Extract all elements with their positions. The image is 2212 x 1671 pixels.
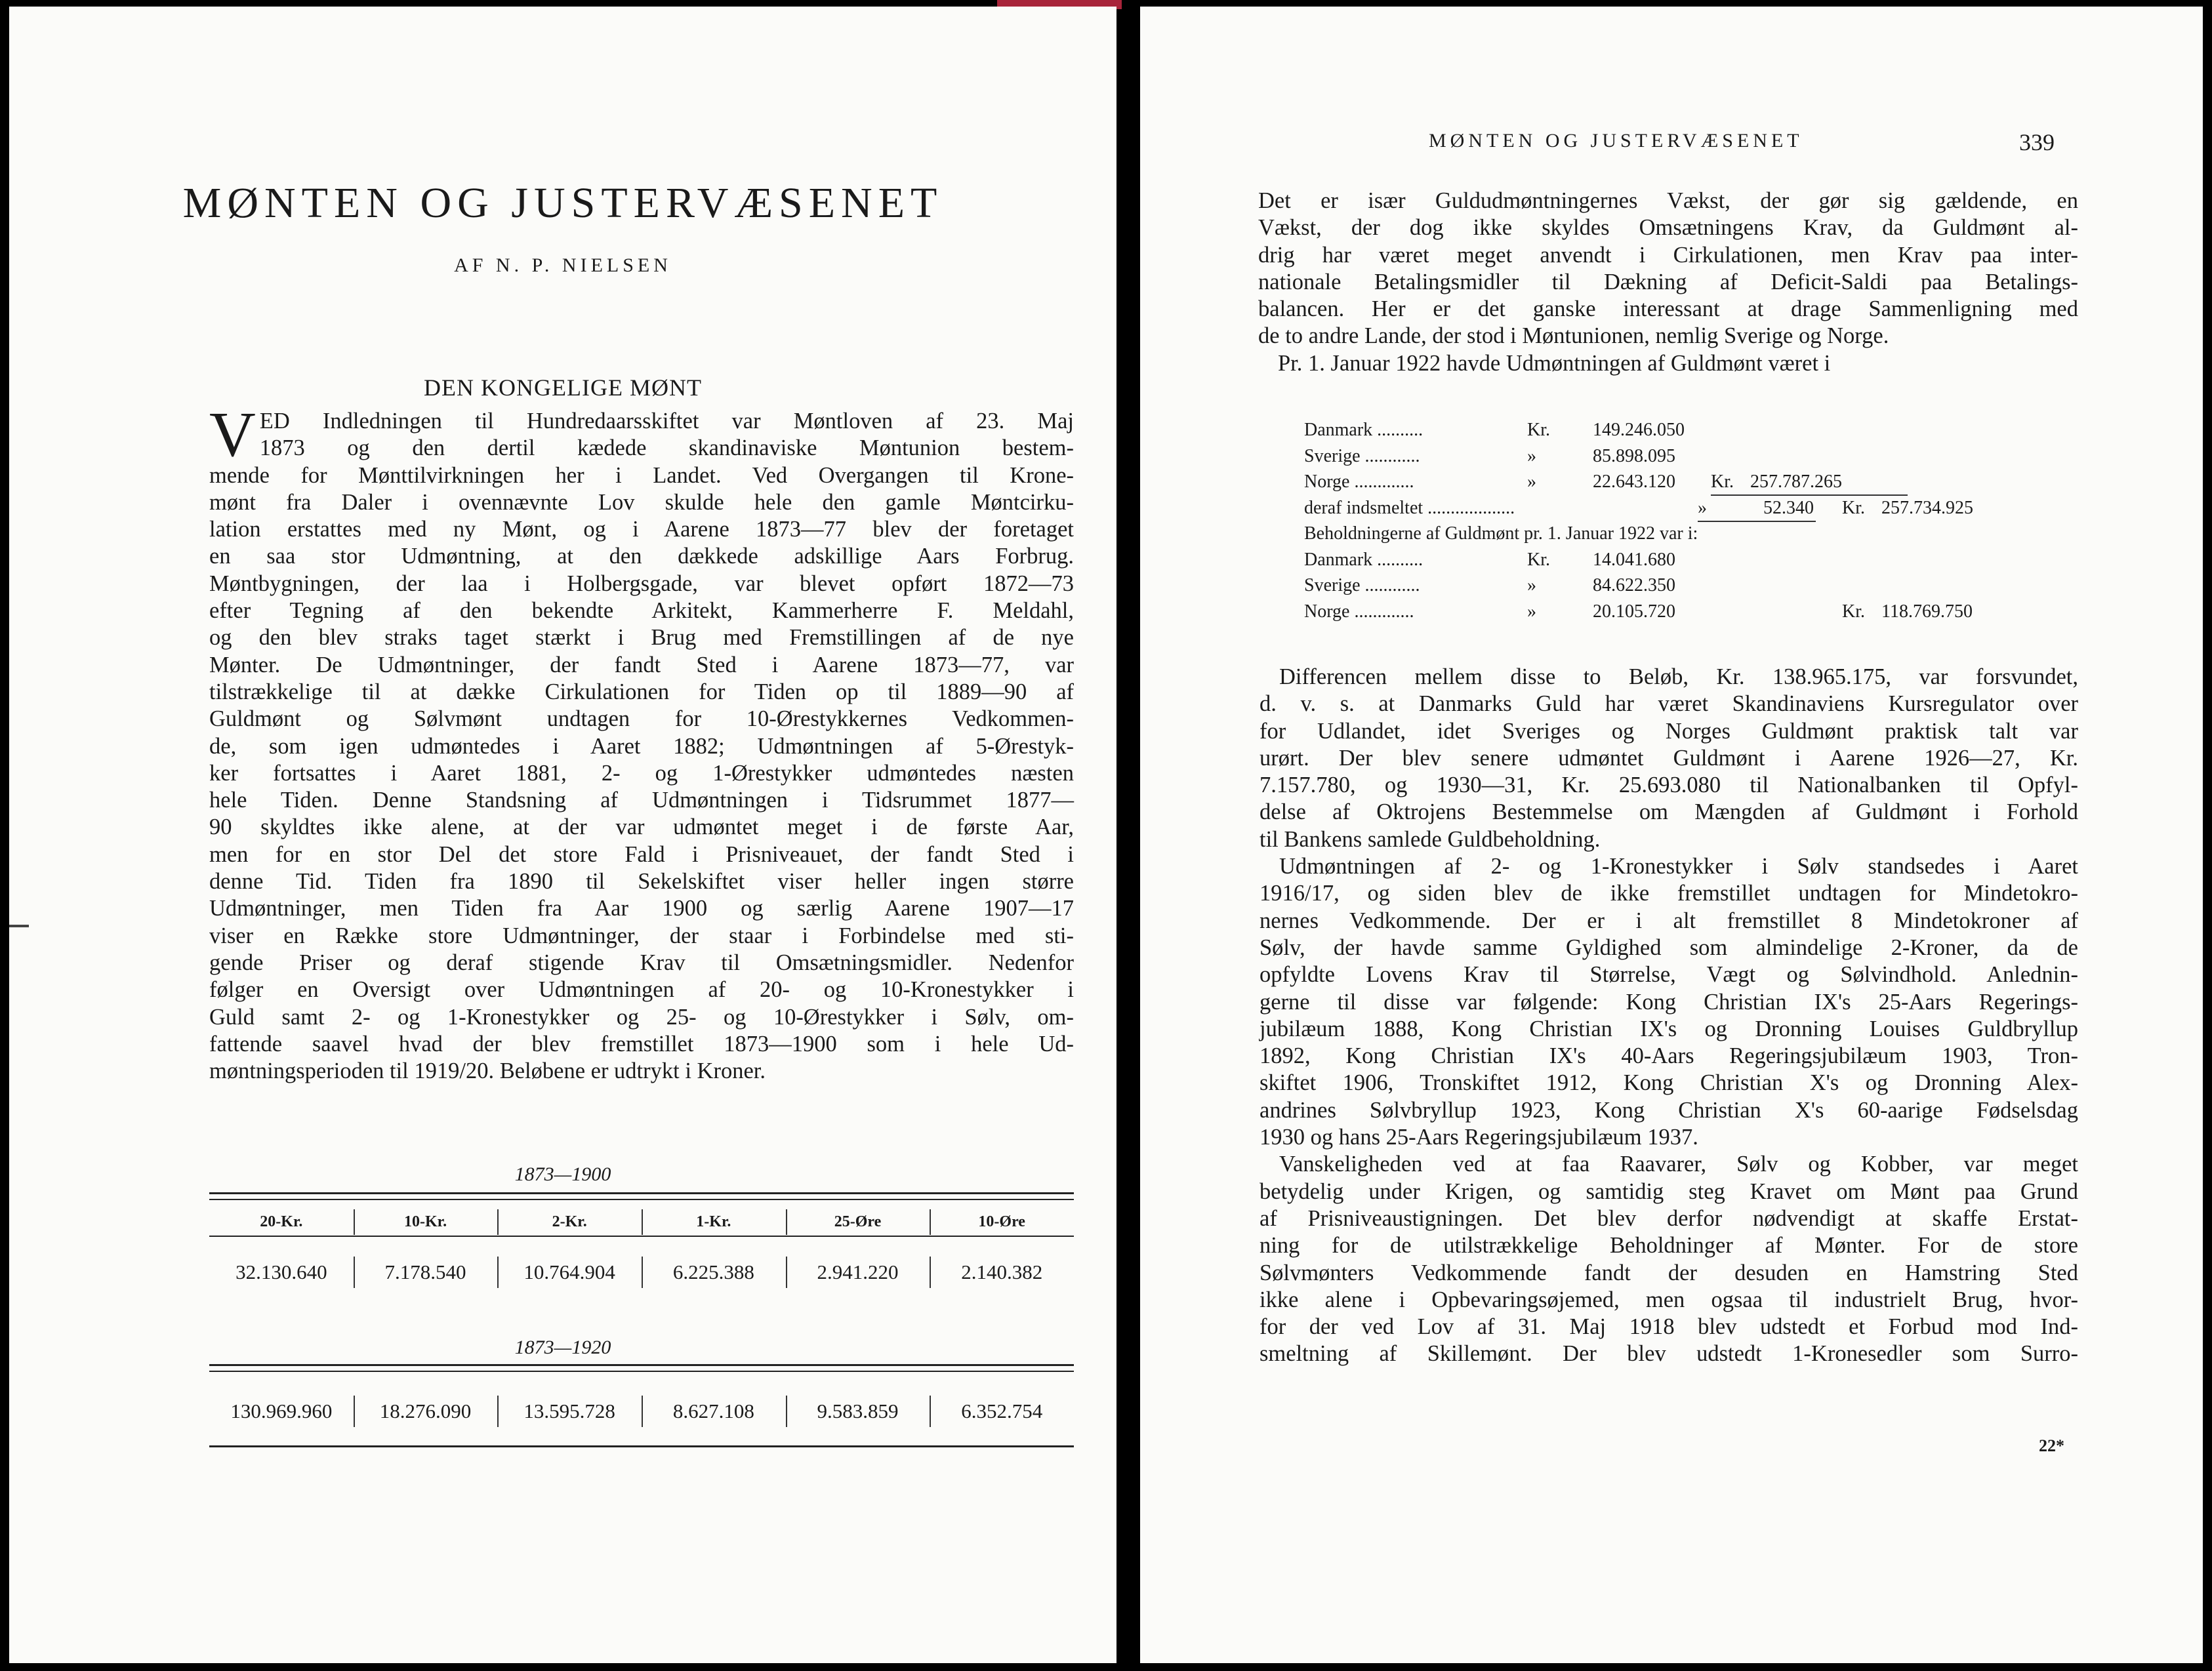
text-line: Guld samt 2- og 1-Kronestykker og 25- og 10-Ørestykker i Sølv, om- (209, 1004, 1074, 1030)
statement-amount: 84.622.350 (1593, 575, 1675, 595)
table-header-cell: 1-Kr. (642, 1213, 786, 1231)
statement-kr: » (1527, 472, 1536, 492)
statement-label: Danmark .......... (1304, 549, 1423, 570)
statement-kr: Kr. (1527, 420, 1550, 440)
sum-rule (1698, 521, 1816, 522)
statement-label: Sverige ............ (1304, 445, 1420, 466)
text-line: Sølv, der havde samme Gyldighed som almindelige 2-Kroner, da de (1260, 935, 2078, 960)
statement-amount2: 257.787.265 (1750, 472, 1842, 492)
text-line: efter Tegning af den bekendte Arkitekt, Kammerherre F. Meldahl, (209, 598, 1074, 624)
statement-amount: 85.898.095 (1593, 445, 1675, 466)
text-line: ED Indledningen til Hundredaarsskiftet var Møntloven af 23. Maj (259, 409, 1074, 433)
text-line: 90 skyldtes ikke alene, at der var udmøntet meget i de første Aar, (209, 815, 1074, 840)
text-line: lation erstattes med ny Mønt, og i Aarene 1873—77 blev der foretaget (209, 517, 1074, 542)
author-byline: AF N. P. NIELSEN (454, 254, 672, 276)
statement-amount: 22.643.120 (1593, 472, 1675, 492)
statement-label: Norge ............. (1304, 601, 1414, 622)
page-number: 339 (2019, 129, 2055, 155)
text-line: til Bankens samlede Guldbeholdning. (1260, 826, 1601, 852)
table-header-cell: 2-Kr. (497, 1213, 642, 1231)
table-cell: 2.941.220 (786, 1260, 930, 1284)
drop-cap: V (209, 399, 256, 470)
statement-kr: » (1527, 601, 1536, 622)
statement-row (1304, 469, 2091, 495)
gold-paragraph (1258, 188, 2078, 377)
table-cell: 7.178.540 (354, 1260, 498, 1284)
table-cell: 9.583.859 (786, 1399, 930, 1423)
text-line: 1873 og den dertil kædede skandinaviske Møntunion bestem- (259, 435, 1074, 461)
sum-rule (1711, 494, 1908, 496)
text-line: d. v. s. at Danmarks Guld har været Skandinaviens Kursregulator over (1260, 691, 2078, 717)
statement-kr2: Kr. (1711, 472, 1734, 492)
table-cell: 10.764.904 (497, 1260, 642, 1284)
text-line: møntningsperioden til 1919/20. Beløbene er udtrykt i Kroner. (209, 1058, 766, 1084)
text-line: Guldmønt og Sølvmønt undtagen for 10-Ørestykkernes Vedkommen- (209, 706, 1074, 732)
left-page (9, 7, 1116, 1663)
table-cell: 8.627.108 (642, 1399, 786, 1423)
table-cell: 18.276.090 (354, 1399, 498, 1423)
text-line: viser en Række store Udmøntninger, der staar i Forbindelse med sti- (209, 923, 1074, 948)
text-line: mende for Mønttilvirkningen her i Landet. Ved Overgangen til Krone- (209, 462, 1074, 488)
statement-amount: 20.105.720 (1593, 601, 1675, 622)
text-line: 1916/17, og siden blev de ikke fremstillet undtagen for Mindetokro- (1260, 881, 2078, 906)
statement-row (1304, 443, 2091, 470)
text-line: ker fortsattes i Aaret 1881, 2- og 1-Ørestykker udmøntedes næsten (209, 760, 1074, 786)
text-line: betydelig under Krigen, og samtidig steg Kravet om Mønt paa Grund (1260, 1178, 2078, 1204)
statement-label: Norge ............. (1304, 472, 1414, 492)
text-line: nernes Vedkommende. Der er i alt fremstillet 8 Mindetokroner af (1260, 908, 2078, 933)
text-line: ning for de utilstrækkelige Beholdninger af Mønter. For de store (1260, 1233, 2078, 1258)
text-line: de, som igen udmøntedes i Aaret 1882; Udmøntningen af 5-Ørestyk- (209, 733, 1074, 759)
text-line: denne Tid. Tiden fra 1890 til Sekelskiftet viser heller ingen større (209, 869, 1074, 895)
text-line: gende Priser og deraf stigende Krav til Omsætningsmidler. Nedenfor (209, 950, 1074, 975)
text-line: skiftet 1906, Tronskiftet 1912, Kong Christian X's og Dronning Alex- (1260, 1070, 2078, 1096)
gold-statement (1304, 417, 2091, 624)
statement-amount: 14.041.680 (1593, 549, 1675, 570)
text-line: 1930 og hans 25-Aars Regeringsjubilæum 1937. (1260, 1125, 1698, 1150)
signature-mark: 22* (2039, 1436, 2064, 1455)
text-line: for Udlandet, idet Sveriges og Norges Guldmønt praktisk talt var (1260, 718, 2078, 744)
statement-label: Danmark .......... (1304, 420, 1423, 440)
text-line: de to andre Lande, der stod i Møntunionen, nemlig Sverige og Norge. (1258, 323, 1889, 349)
table-cell: 2.140.382 (930, 1260, 1074, 1284)
text-line: delse af Oktrojens Bestemmelse om Mængden af Guldmønt i Forhold (1260, 799, 2078, 825)
table-header-cell: 25-Øre (786, 1213, 930, 1231)
text-line: urørt. Der blev senere udmøntet Guldmønt i Aarene 1926—27, Kr. (1260, 745, 2078, 771)
section-heading: DEN KONGELIGE MØNT (424, 374, 702, 401)
statement-row (1304, 495, 2091, 521)
edge-mark (9, 925, 29, 927)
statement-total: 118.769.750 (1881, 601, 1973, 622)
statement-label: deraf indsmeltet ................... (1304, 497, 1515, 518)
statement-kr2: Kr. (1842, 497, 1865, 518)
table-cell: 6.225.388 (642, 1260, 786, 1284)
text-line: Sølvmønters Vedkommende fandt der desuden en Hamstring Sted (1260, 1260, 2078, 1285)
text-line: gerne til disse var følgende: Kong Christian IX's 25-Aars Regerings- (1260, 989, 2078, 1015)
table-cell: 13.595.728 (497, 1399, 642, 1423)
statement-kr: » (1698, 497, 1707, 518)
text-line: en saa stor Udmøntning, at den dækkede adskillige Aars Forbrug. (209, 544, 1074, 569)
statement-kr2: Kr. (1842, 601, 1865, 622)
text-line: Mønter. De Udmøntninger, der fandt Sted i Aarene 1873—77, var (209, 652, 1074, 677)
text-line: drig har været meget anvendt i Cirkulationen, men Krav paa inter- (1258, 242, 2078, 268)
table-1873-1900 (209, 1192, 1074, 1317)
statement-row (1304, 547, 2091, 573)
statement-amount: 149.246.050 (1593, 420, 1685, 440)
text-line: 7.157.780, og 1930—31, Kr. 25.693.080 til Nationalbanken til Opfyl- (1260, 773, 2078, 798)
text-line: ikke alene i Opbevaringsøjemed, men ogsaa til industrielt Brug, hvor- (1260, 1287, 2078, 1312)
text-line: Det er især Guldudmøntningernes Vækst, der gør sig gældende, en (1258, 188, 2078, 213)
text-line: følger en Oversigt over Udmøntningen af 20- og 10-Kronestykker i (209, 977, 1074, 1003)
statement-kr: » (1527, 445, 1536, 466)
table1-caption: 1873—1900 (514, 1163, 611, 1185)
table-header-cell: 20-Kr. (260, 1213, 303, 1230)
holdings-line: Beholdningerne af Guldmønt pr. 1. Januar 1922 var i: (1304, 523, 1698, 544)
difference-paragraphs (1260, 664, 2078, 1368)
statement-row (1304, 573, 2091, 599)
table-1873-1920 (209, 1364, 1074, 1456)
text-line: tilstrækkelige til at dække Cirkulationen for Tiden op til 1889—90 af (209, 679, 1074, 704)
text-line: andrines Sølvbryllup 1923, Kong Christian X's 60-aarige Fødselsdag (1260, 1097, 2078, 1123)
text-line: Udmøntningen af 2- og 1-Kronestykker i Sølv standsedes i Aaret (1279, 854, 2078, 879)
text-line: Møntbygningen, der laa i Holbergsgade, var blevet opført 1872—73 (209, 571, 1074, 596)
text-line: Udmøntninger, men Tiden fra Aar 1900 og særlig Aarene 1907—17 (209, 896, 1074, 921)
statement-kr: Kr. (1527, 549, 1550, 570)
text-line: mønt fra Daler i ovennævnte Lov skulde hele den gamle Møntcirku- (209, 489, 1074, 515)
article-title: MØNTEN OG JUSTERVÆSENET (182, 179, 943, 227)
text-line: Vanskeligheden ved at faa Raavarer, Sølv og Kobber, var meget (1279, 1152, 2078, 1177)
table-header-cell: 10-Kr. (354, 1213, 498, 1231)
text-line: af Prisniveaustigningen. Det blev derfor nødvendigt at skaffe Erstat- (1260, 1205, 2078, 1231)
text-line: hele Tiden. Denne Standsning af Udmøntningen i Tidsrummet 1877— (209, 788, 1074, 813)
text-line: 1892, Kong Christian IX's 40-Aars Regeringsjubilæum 1903, Tron- (1260, 1043, 2078, 1069)
running-head: MØNTEN OG JUSTERVÆSENET (1429, 130, 1803, 151)
statement-row (1304, 599, 2091, 625)
statement-label: Sverige ............ (1304, 575, 1420, 595)
text-line: balancen. Her er det ganske interessant at drage Sammenligning med (1258, 296, 2078, 322)
statement-total: 257.734.925 (1881, 497, 1973, 518)
text-line: fattende saavel hvad der blev fremstillet 1873—1900 som i hele Ud- (209, 1031, 1074, 1057)
text-line: og den blev straks taget stærkt i Brug med Fremstillingen af de nye (209, 625, 1074, 651)
table-header-cell: 10-Øre (930, 1213, 1074, 1231)
right-page (1140, 7, 2203, 1663)
table2-caption: 1873—1920 (514, 1337, 611, 1358)
statement-amount: 52.340 (1763, 497, 1814, 518)
text-line: for der ved Lov af 31. Maj 1918 blev udstedt et Forbud mod Ind- (1260, 1314, 2078, 1340)
text-line: nationale Betalingsmidler til Dækning af Deficit-Saldi paa Betalings- (1258, 269, 2078, 294)
text-line: Pr. 1. Januar 1922 havde Udmøntningen af Guldmønt været i (1278, 350, 1831, 376)
table-cell: 32.130.640 (236, 1260, 327, 1283)
statement-kr: » (1527, 575, 1536, 595)
intro-paragraph (209, 399, 1074, 1085)
text-line: Differencen mellem disse to Beløb, Kr. 138.965.175, var forsvundet, (1279, 664, 2078, 689)
text-line: opfyldte Lovens Krav til Størrelse, Vægt og Sølvindhold. Anlednin- (1260, 962, 2078, 988)
text-line: smeltning af Skillemønt. Der blev udstedt 1-Kronesedler som Surro- (1260, 1341, 2078, 1367)
table-cell: 6.352.754 (930, 1399, 1074, 1423)
text-line: men for en stor Del det store Fald i Prisniveauet, der fandt Sted i (209, 841, 1074, 867)
text-line: jubilæum 1888, Kong Christian IX's og Dronning Louises Guldbryllup (1260, 1016, 2078, 1041)
statement-row (1304, 417, 2091, 443)
text-line: Vækst, der dog ikke skyldes Omsætningens Krav, da Guldmønt al- (1258, 215, 2078, 241)
table-cell: 130.969.960 (230, 1399, 333, 1422)
